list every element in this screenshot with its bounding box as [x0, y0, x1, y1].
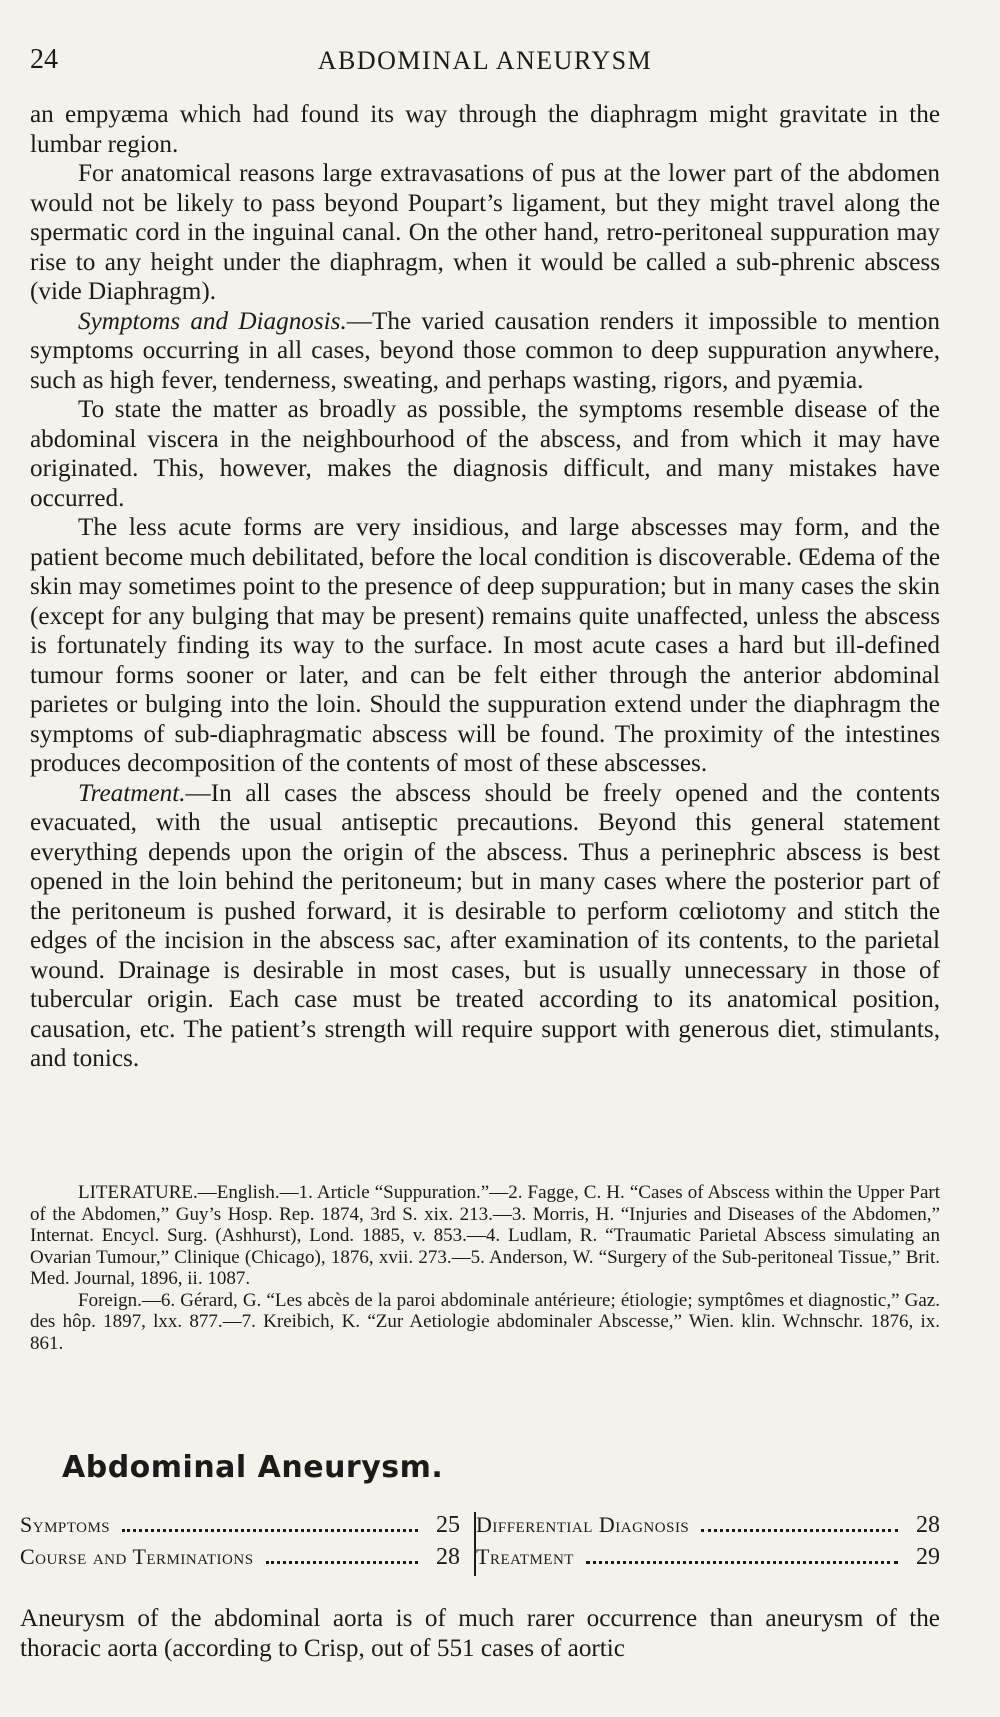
- contents-entry: [476, 1512, 940, 1544]
- paragraph-6-text: —In all cases the abscess should be freely opened and the contents evacuated, with the usual antiseptic precautions. Beyond this general statement everything depends upon the origin of the abscess. Thus a perinephric abscess is best opened in the loin behind the peritoneum; but in many cases where the posterior part of the peritoneum is pushed forward, it is desirable to perform cœliotomy and stitch the edges of the incision in the abscess sac, after examination of its contents, to the parietal wound. Drainage is desirable in most cases, but is usually unnecessary in those of tubercular origin. Each case must be treated according to its anatomical position, causation, etc. The patient’s strength will require support with generous diet, stimulants, and tonics.: [30, 779, 940, 1072]
- paragraph-5: The less acute forms are very insidious, and large abscesses may form, and the patient become much debilitated, before the local condition is discoverable. Œdema of the skin may sometimes point to the presence of deep suppuration; but in many cases the skin (except for any bulging that may be present) remains quite unaffected, unless the abscess is fortunately finding its way to the surface. In most acute cases a hard but ill-defined tumour forms sooner or later, and can be felt either through the anterior abdominal parietes or bulging into the loin. Should the suppuration extend under the diaphragm the symptoms of sub-diaphragmatic abscess will be found. The proximity of the intestines produces decomposition of the contents of most of these abscesses.: [30, 514, 940, 777]
- paragraph-6: [30, 779, 940, 1074]
- page-number: 24: [30, 44, 58, 75]
- literature-foreign: Foreign.—6. Gérard, G. “Les abcès de la paroi abdominale antérieure; étiologie; symptômes et diagnostic,” Gaz. des hôp. 1897, lxx. 877.—7. Kreibich, K. “Zur Aetiologie abdominaler Abscesse,” Wien. klin. Wchnschr. 1876, ix. 861.: [30, 1289, 940, 1354]
- leader-dots: [586, 1561, 898, 1564]
- aneurysm-opening-paragraph: Aneurysm of the abdominal aorta is of much rarer occurrence than aneurysm of the thoracic aorta (according to Crisp, out of 551 cases of aortic: [20, 1605, 940, 1662]
- leader-dots: [122, 1529, 418, 1532]
- contents-page: 29: [916, 1544, 940, 1570]
- contents-page: 25: [436, 1512, 460, 1538]
- main-text: [30, 100, 940, 1074]
- literature-section: [30, 1182, 940, 1354]
- contents-label: Symptoms: [20, 1512, 111, 1537]
- contents-entry: [20, 1544, 460, 1576]
- paragraph-2: For anatomical reasons large extravasations of pus at the lower part of the abdomen would not be likely to pass beyond Poupart’s ligament, but they might travel along the spermatic cord in the inguinal canal. On the other hand, retro-peritoneal suppuration may rise to any height under the diaphragm, when it would be called a sub-phrenic abscess (vide Diaphragm).: [30, 160, 940, 305]
- contents-label: Differential Diagnosis: [476, 1512, 690, 1537]
- paragraph-3-text: —The varied causation renders it impossible to mention symptoms occurring in all cases, beyond those common to deep suppuration anywhere, such as high fever, tenderness, sweating, and perhaps wasting, rigors, and pyæmia.: [30, 307, 940, 394]
- aneurysm-opening: [20, 1604, 940, 1664]
- contents-left-column: [20, 1512, 476, 1576]
- contents-entry: [476, 1544, 940, 1576]
- running-head: ABDOMINAL ANEURYSM: [317, 46, 653, 75]
- contents-entry: [20, 1512, 460, 1544]
- contents-page: 28: [916, 1512, 940, 1538]
- contents-right-column: [476, 1512, 940, 1576]
- treatment-heading: Treatment.: [78, 779, 186, 807]
- contents-page: 28: [436, 1544, 460, 1570]
- page-header: [30, 44, 940, 84]
- section-contents: [20, 1512, 940, 1582]
- paragraph-4: To state the matter as broadly as possible, the symptoms resemble disease of the abdominal viscera in the neighbourhood of the abscess, and from which it may have originated. This, however, makes the diagnosis difficult, and many mistakes have occurred.: [30, 396, 940, 512]
- leader-dots: [701, 1529, 898, 1532]
- section-title: Abdominal Aneurysm.: [62, 1450, 444, 1485]
- paragraph-1: an empyæma which had found its way through the diaphragm might gravitate in the lumbar region.: [30, 101, 940, 158]
- contents-label: Treatment: [476, 1544, 574, 1569]
- literature-english: LITERATURE.—English.—1. Article “Suppuration.”—2. Fagge, C. H. “Cases of Abscess within the Upper Part of the Abdomen,” Guy’s Hosp. Rep. 1874, 3rd S. xix. 213.—3. Morris, H. “Injuries and Diseases of the Abdomen,” Internat. Encycl. Surg. (Ashhurst), Lond. 1885, v. 853.—4. Ludlam, R. “Traumatic Parietal Abscess simulating an Ovarian Tumour,” Clinique (Chicago), 1876, xvii. 273.—5. Anderson, W. “Surgery of the Sub-peritoneal Tissue,” Brit. Med. Journal, 1896, ii. 1087.: [30, 1182, 940, 1289]
- symptoms-heading: Symptoms and Diagnosis.: [78, 307, 347, 335]
- leader-dots: [266, 1561, 418, 1564]
- contents-label: Course and Terminations: [20, 1544, 254, 1569]
- paragraph-3: [30, 307, 940, 396]
